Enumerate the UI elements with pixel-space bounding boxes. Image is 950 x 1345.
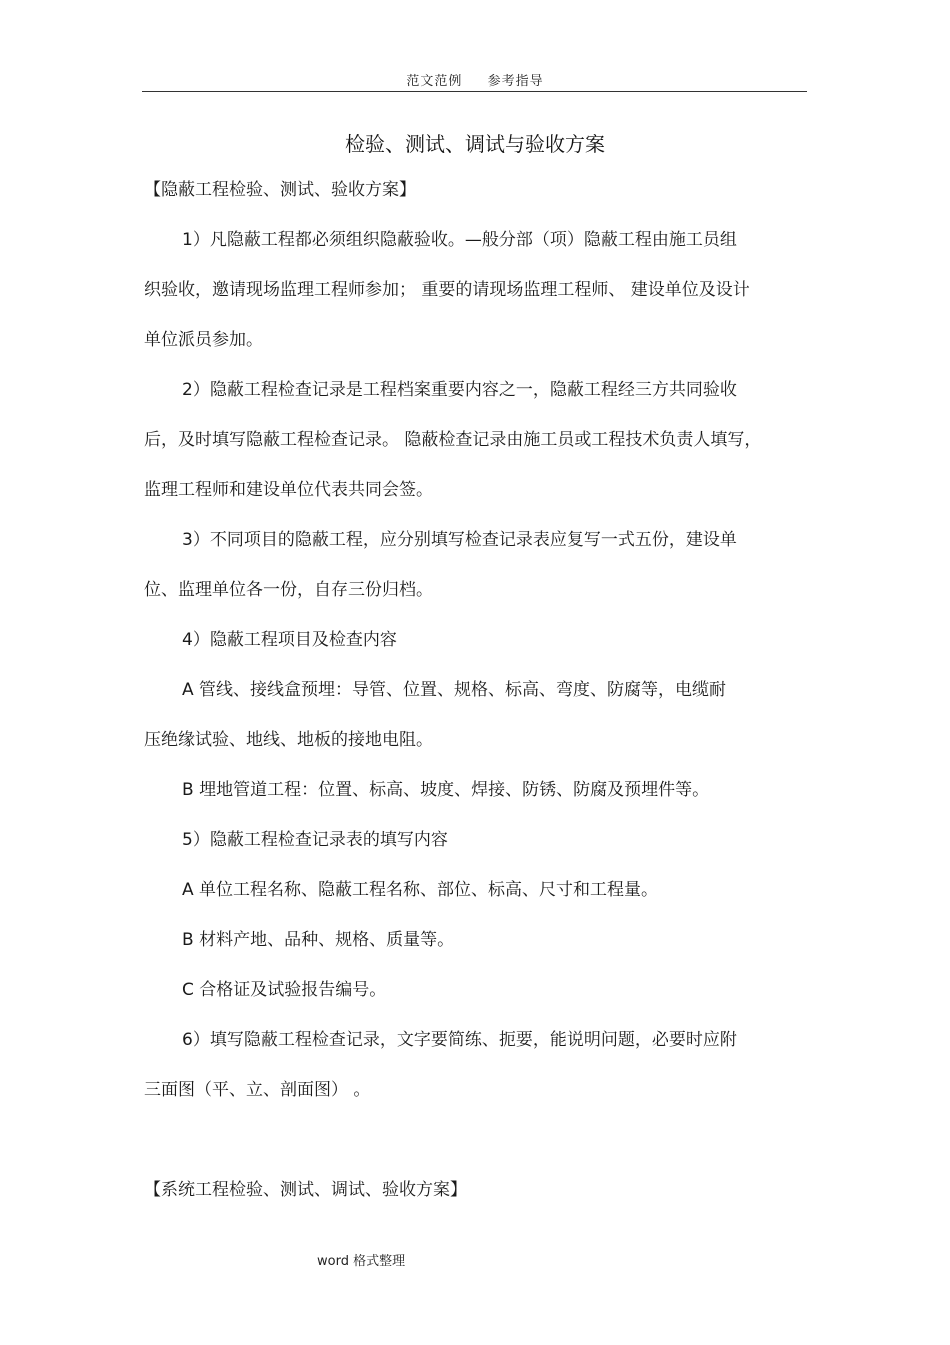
page-footer: word 格式整理 [317,1254,406,1269]
paragraph-line: 6）填写隐蔽工程检查记录，文字要简练、扼要，能说明问题，必要时应附 [182,1030,737,1050]
paragraph-line: B 埋地管道工程：位置、标高、坡度、焊接、防锈、防腐及预埋件等。 [182,780,710,800]
paragraph-line: C 合格证及试验报告编号。 [182,980,387,1000]
section-heading-concealed: 【隐蔽工程检验、测试、验收方案】 [144,180,416,200]
paragraph-line: 1）凡隐蔽工程都必须组织隐蔽验收。—般分部（项）隐蔽工程由施工员组 [182,230,737,250]
paragraph-line: 2）隐蔽工程检查记录是工程档案重要内容之一，隐蔽工程经三方共同验收 [182,380,737,400]
paragraph-line: 后，及时填写隐蔽工程检查记录。 隐蔽检查记录由施工员或工程技术负责人填写， [144,430,762,450]
header-right-text: 参考指导 [487,74,544,89]
paragraph-line: A 单位工程名称、隐蔽工程名称、部位、标高、尺寸和工程量。 [182,880,659,900]
paragraph-line: 位、监理单位各一份，自存三份归档。 [144,580,433,600]
paragraph-line: 三面图（平、立、剖面图） 。 [144,1080,371,1100]
paragraph-line: 5）隐蔽工程检查记录表的填写内容 [182,830,448,850]
paragraph-line: B 材料产地、品种、规格、质量等。 [182,930,455,950]
header-divider [142,91,807,92]
section-heading-system: 【系统工程检验、测试、调试、验收方案】 [144,1180,467,1200]
paragraph-line: 监理工程师和建设单位代表共同会签。 [144,480,433,500]
paragraph-line: A 管线、接线盒预埋：导管、位置、规格、标高、弯度、防腐等，电缆耐 [182,680,727,700]
paragraph-line: 3）不同项目的隐蔽工程，应分别填写检查记录表应复写一式五份，建设单 [182,530,737,550]
page-header [0,70,950,89]
paragraph-line: 单位派员参加。 [144,330,263,350]
paragraph-line: 织验收，邀请现场监理工程师参加； 重要的请现场监理工程师、 建设单位及设计 [144,280,750,300]
paragraph-line: 压绝缘试验、地线、地板的接地电阻。 [144,730,433,750]
header-left-text: 范文范例 [406,74,463,89]
paragraph-line: 4）隐蔽工程项目及检查内容 [182,630,397,650]
document-title: 检验、测试、调试与验收方案 [345,132,605,156]
